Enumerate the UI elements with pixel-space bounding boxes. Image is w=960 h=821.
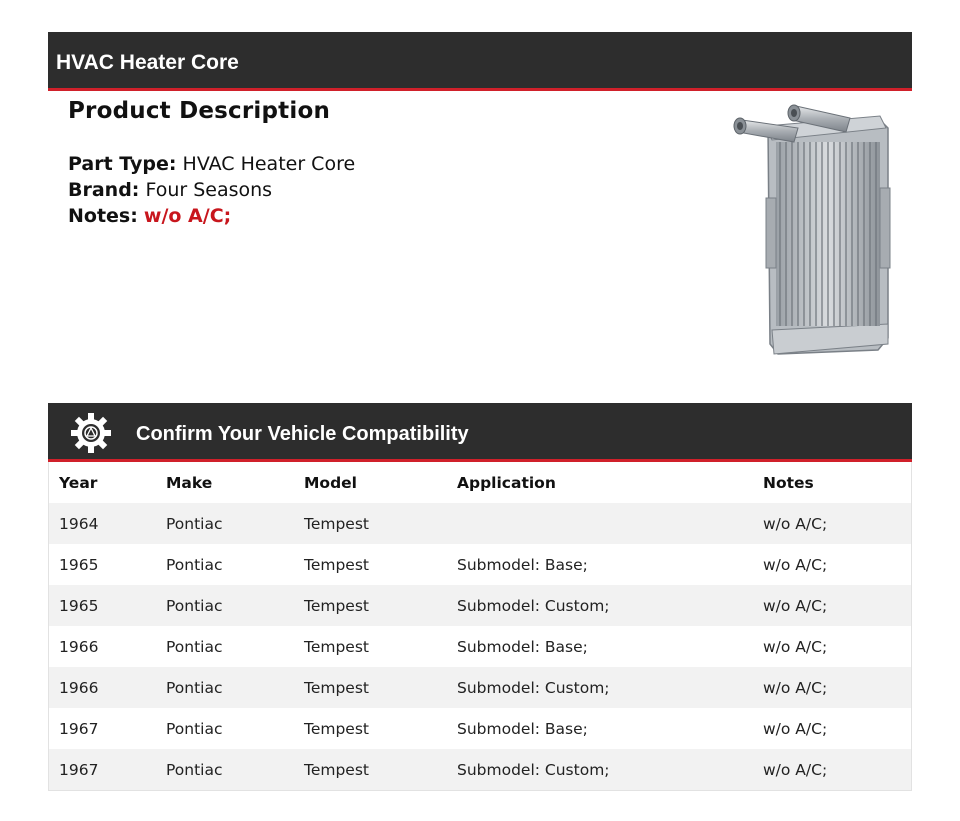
cell-application: Submodel: Base; bbox=[457, 555, 588, 574]
part-type-label: Part Type: bbox=[68, 153, 177, 175]
cell-application: Submodel: Custom; bbox=[457, 596, 610, 615]
cell-make: Pontiac bbox=[166, 719, 223, 738]
cell-model: Tempest bbox=[304, 596, 369, 615]
table-row bbox=[49, 667, 912, 708]
cell-make: Pontiac bbox=[166, 760, 223, 779]
table-row bbox=[49, 503, 912, 544]
brand-value: Four Seasons bbox=[145, 179, 273, 201]
cell-year: 1967 bbox=[59, 719, 99, 738]
cell-make: Pontiac bbox=[166, 637, 223, 656]
title-bar bbox=[48, 32, 912, 91]
description-heading: Product Description bbox=[68, 98, 331, 124]
cell-year: 1965 bbox=[59, 596, 99, 615]
cell-notes: w/o A/C; bbox=[763, 760, 828, 779]
cell-application bbox=[447, 503, 753, 544]
compatibility-table bbox=[48, 462, 912, 791]
table-row bbox=[49, 708, 912, 749]
table-row bbox=[49, 544, 912, 585]
cell-notes: w/o A/C; bbox=[763, 719, 828, 738]
cell-make: Pontiac bbox=[166, 555, 223, 574]
cell-make: Pontiac bbox=[166, 596, 223, 615]
heater-core-image bbox=[728, 98, 900, 368]
notes-value: w/o A/C; bbox=[143, 205, 232, 227]
cell-model: Tempest bbox=[304, 719, 369, 738]
cell-model: Tempest bbox=[304, 678, 369, 697]
cell-year: 1966 bbox=[59, 637, 99, 656]
cell-make: Pontiac bbox=[166, 514, 223, 533]
cell-application: Submodel: Base; bbox=[457, 637, 588, 656]
compatibility-bar bbox=[48, 403, 912, 462]
cell-make: Pontiac bbox=[166, 678, 223, 697]
column-header-notes: Notes bbox=[763, 473, 814, 492]
spec-part-type bbox=[68, 151, 355, 177]
cell-year: 1966 bbox=[59, 678, 99, 697]
column-header-application: Application bbox=[457, 473, 556, 492]
brand-label: Brand: bbox=[68, 179, 140, 201]
column-header-make: Make bbox=[166, 473, 213, 492]
table-row bbox=[49, 585, 912, 626]
table-row bbox=[49, 626, 912, 667]
cell-notes: w/o A/C; bbox=[763, 555, 828, 574]
cell-notes: w/o A/C; bbox=[763, 678, 828, 697]
cell-model: Tempest bbox=[304, 760, 369, 779]
cell-notes: w/o A/C; bbox=[763, 596, 828, 615]
cell-application: Submodel: Custom; bbox=[457, 678, 610, 697]
cell-model: Tempest bbox=[304, 555, 369, 574]
cell-model: Tempest bbox=[304, 514, 369, 533]
compatibility-title: Confirm Your Vehicle Compatibility bbox=[136, 423, 469, 445]
table-row bbox=[49, 749, 912, 791]
cell-application: Submodel: Custom; bbox=[457, 760, 610, 779]
cell-year: 1967 bbox=[59, 760, 99, 779]
cell-year: 1964 bbox=[59, 514, 99, 533]
notes-label: Notes: bbox=[68, 205, 138, 227]
table-header-row bbox=[49, 462, 912, 503]
page-title: HVAC Heater Core bbox=[56, 51, 239, 74]
part-type-value: HVAC Heater Core bbox=[182, 153, 356, 175]
spec-brand bbox=[68, 177, 272, 203]
cell-notes: w/o A/C; bbox=[763, 637, 828, 656]
column-header-model: Model bbox=[304, 473, 357, 492]
cell-year: 1965 bbox=[59, 555, 99, 574]
gear-icon bbox=[70, 412, 112, 454]
spec-notes bbox=[68, 203, 231, 229]
column-header-year: Year bbox=[59, 473, 98, 492]
cell-notes: w/o A/C; bbox=[763, 514, 828, 533]
cell-application: Submodel: Base; bbox=[457, 719, 588, 738]
cell-model: Tempest bbox=[304, 637, 369, 656]
